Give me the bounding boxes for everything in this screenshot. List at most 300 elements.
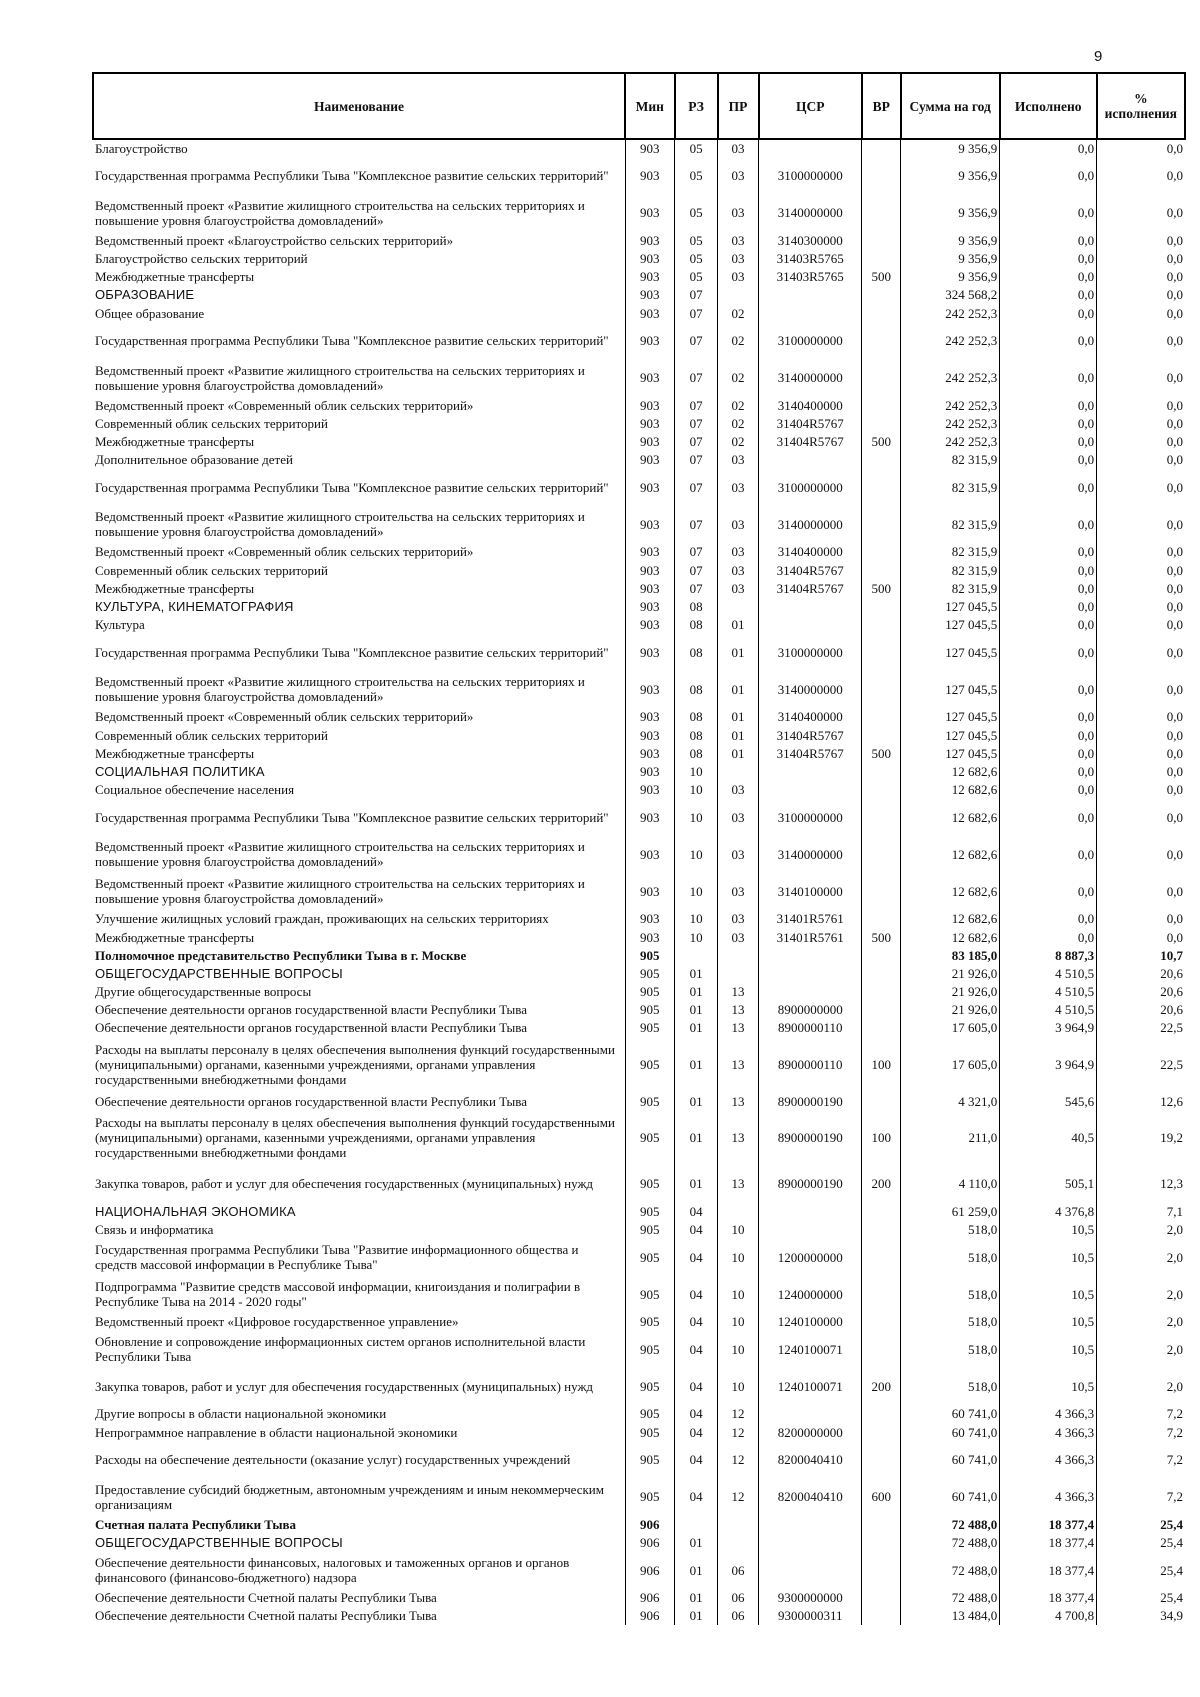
- cell-done: 4 376,8: [1000, 1202, 1097, 1220]
- cell-rz: 05: [675, 249, 718, 267]
- cell-min: 903: [625, 579, 675, 597]
- cell-sum: 127 045,5: [901, 671, 1000, 708]
- cell-pct: 0,0: [1166, 452, 1183, 468]
- cell-csr: 3140000000: [759, 671, 862, 708]
- cell-csr: 31404R5767: [759, 561, 862, 579]
- cell-min: 903: [625, 506, 675, 543]
- cell-pct: 0,0: [1166, 415, 1183, 431]
- cell-vr: [862, 1239, 901, 1276]
- cell-pr: 10: [718, 1220, 759, 1238]
- cell-pr: 10: [718, 1368, 759, 1405]
- cell-rz: 10: [675, 781, 718, 799]
- cell-done: 4 366,3: [1000, 1405, 1097, 1423]
- cell-csr: 3100000000: [759, 469, 862, 506]
- cell-pct: 12,3: [1160, 1176, 1183, 1192]
- cell-pr: 01: [718, 634, 759, 671]
- table-row: [93, 928, 1185, 946]
- cell-pct: 0,0: [1166, 250, 1183, 266]
- cell-pr: 01: [718, 616, 759, 634]
- table-row: [93, 359, 1185, 396]
- cell-done: 4 510,5: [1000, 1001, 1097, 1019]
- table-row: [93, 543, 1185, 561]
- cell-done: 0,0: [1000, 396, 1097, 414]
- cell-min: 903: [625, 873, 675, 910]
- cell-pr: 03: [718, 157, 759, 194]
- cell-pct: 0,0: [1166, 269, 1183, 285]
- cell-pct: 2,0: [1166, 1341, 1183, 1357]
- cell-rz: 04: [675, 1276, 718, 1313]
- cell-pct: 0,0: [1166, 782, 1183, 798]
- cell-min: 906: [625, 1533, 675, 1551]
- cell-name: Ведомственный проект «Развитие жилищного строительства на сельских территориях и повышение уровня благоустройства домовладений»: [93, 506, 625, 543]
- cell-pct: 34,9: [1160, 1608, 1183, 1624]
- cell-min: 906: [625, 1589, 675, 1607]
- cell-rz: 04: [675, 1441, 718, 1478]
- cell-vr: 500: [862, 579, 901, 597]
- cell-pr: 06: [718, 1589, 759, 1607]
- cell-name: Современный облик сельских территорий: [93, 726, 625, 744]
- cell-name: ОБЩЕГОСУДАРСТВЕННЫЕ ВОПРОСЫ: [93, 964, 625, 982]
- cell-rz: 05: [675, 231, 718, 249]
- cell-pct: 0,0: [1166, 232, 1183, 248]
- cell-min: 905: [625, 1441, 675, 1478]
- cell-pct: 0,0: [1166, 287, 1183, 303]
- cell-min: 903: [625, 616, 675, 634]
- col-header-min: Мин: [625, 73, 675, 139]
- col-header-sum: Сумма на год: [901, 73, 1000, 139]
- table-row: [93, 1515, 1185, 1533]
- table-row: [93, 1037, 1185, 1092]
- cell-name: Подпрограмма "Развитие средств массовой информации, книгоиздания и полиграфии в Республике Тыва на 2014 - 2020 годы": [93, 1276, 625, 1313]
- table-row: [93, 634, 1185, 671]
- table-row: [93, 451, 1185, 469]
- cell-done: 4 366,3: [1000, 1423, 1097, 1441]
- cell-pr: 10: [718, 1331, 759, 1368]
- cell-name: Закупка товаров, работ и услуг для обеспечения государственных (муниципальных) нужд: [93, 1368, 625, 1405]
- cell-pct: 0,0: [1166, 681, 1183, 697]
- cell-pr: [718, 946, 759, 964]
- cell-done: 0,0: [1000, 268, 1097, 286]
- cell-name: Межбюджетные трансферты: [93, 433, 625, 451]
- cell-name: Расходы на выплаты персоналу в целях обеспечения выполнения функций государственными (муниципальными) органами, казенными учреждениями, органами управления государственными внебюджетными фондами: [93, 1110, 625, 1165]
- cell-min: 903: [625, 561, 675, 579]
- cell-rz: 10: [675, 928, 718, 946]
- cell-done: 505,1: [1000, 1165, 1097, 1202]
- cell-done: 0,0: [1000, 543, 1097, 561]
- cell-name: Ведомственный проект «Благоустройство сельских территорий»: [93, 231, 625, 249]
- cell-pr: 03: [718, 928, 759, 946]
- cell-csr: 31403R5765: [759, 249, 862, 267]
- cell-csr: 3140400000: [759, 396, 862, 414]
- cell-name: Обеспечение деятельности Счетной палаты Республики Тыва: [93, 1589, 625, 1607]
- cell-rz: 08: [675, 726, 718, 744]
- cell-sum: 518,0: [901, 1220, 1000, 1238]
- cell-pct: 0,0: [1166, 305, 1183, 321]
- cell-sum: 518,0: [901, 1331, 1000, 1368]
- cell-csr: 3140400000: [759, 543, 862, 561]
- cell-rz: 10: [675, 799, 718, 836]
- cell-pct: 0,0: [1166, 333, 1183, 349]
- cell-vr: 100: [862, 1037, 901, 1092]
- cell-name: Межбюджетные трансферты: [93, 268, 625, 286]
- cell-rz: 08: [675, 616, 718, 634]
- cell-vr: 500: [862, 433, 901, 451]
- cell-min: 905: [625, 964, 675, 982]
- cell-pct: 25,4: [1160, 1590, 1183, 1606]
- cell-min: 903: [625, 708, 675, 726]
- page-number: 9: [1094, 48, 1103, 65]
- cell-sum: 9 356,9: [901, 231, 1000, 249]
- cell-done: 0,0: [1000, 304, 1097, 322]
- cell-name: Другие вопросы в области национальной экономики: [93, 1405, 625, 1423]
- cell-csr: 3100000000: [759, 799, 862, 836]
- cell-vr: [862, 671, 901, 708]
- cell-pct: 2,0: [1166, 1222, 1183, 1238]
- cell-rz: 07: [675, 469, 718, 506]
- cell-csr: 31404R5767: [759, 726, 862, 744]
- cell-min: 903: [625, 799, 675, 836]
- cell-pr: 03: [718, 799, 759, 836]
- cell-csr: 8900000000: [759, 1001, 862, 1019]
- col-header-pr: ПР: [718, 73, 759, 139]
- cell-done: 0,0: [1000, 744, 1097, 762]
- cell-done: 0,0: [1000, 836, 1097, 873]
- cell-name: Расходы на обеспечение деятельности (оказание услуг) государственных учреждений: [93, 1441, 625, 1478]
- cell-sum: 82 315,9: [901, 506, 1000, 543]
- cell-name: Современный облик сельских территорий: [93, 414, 625, 432]
- cell-name: Счетная палата Республики Тыва: [93, 1515, 625, 1533]
- cell-name: Ведомственный проект «Развитие жилищного строительства на сельских территориях и повышение уровня благоустройства домовладений»: [93, 671, 625, 708]
- cell-rz: 08: [675, 708, 718, 726]
- table-row: [93, 231, 1185, 249]
- cell-vr: [862, 304, 901, 322]
- cell-min: 903: [625, 634, 675, 671]
- table-row: [93, 1276, 1185, 1313]
- cell-vr: [862, 1552, 901, 1589]
- cell-pr: 01: [718, 726, 759, 744]
- cell-done: 0,0: [1000, 873, 1097, 910]
- cell-vr: [862, 708, 901, 726]
- cell-done: 0,0: [1000, 579, 1097, 597]
- cell-pr: 03: [718, 836, 759, 873]
- cell-csr: 9300000000: [759, 1589, 862, 1607]
- cell-rz: 04: [675, 1405, 718, 1423]
- cell-done: 10,5: [1000, 1276, 1097, 1313]
- cell-pct: 0,0: [1166, 544, 1183, 560]
- cell-vr: 500: [862, 744, 901, 762]
- cell-pct: 20,6: [1160, 984, 1183, 1000]
- table-row: [93, 781, 1185, 799]
- cell-name: Непрограммное направление в области национальной экономики: [93, 1423, 625, 1441]
- table-header-row: [93, 73, 1185, 139]
- table-row: [93, 1368, 1185, 1405]
- cell-csr: [759, 304, 862, 322]
- cell-csr: [759, 1405, 862, 1423]
- col-header-done: Исполнено: [1000, 73, 1097, 139]
- cell-pr: 13: [718, 1092, 759, 1110]
- table-row: [93, 762, 1185, 780]
- cell-pr: 12: [718, 1423, 759, 1441]
- cell-min: 903: [625, 433, 675, 451]
- cell-vr: [862, 157, 901, 194]
- cell-csr: 31401R5761: [759, 910, 862, 928]
- cell-rz: 08: [675, 744, 718, 762]
- table-row: [93, 910, 1185, 928]
- cell-pct: 0,0: [1166, 727, 1183, 743]
- cell-min: 906: [625, 1607, 675, 1625]
- cell-vr: [862, 1589, 901, 1607]
- cell-sum: 82 315,9: [901, 469, 1000, 506]
- table-row: [93, 1239, 1185, 1276]
- cell-name: Обеспечение деятельности органов государственной власти Республики Тыва: [93, 1001, 625, 1019]
- cell-min: 905: [625, 1276, 675, 1313]
- cell-csr: 8900000110: [759, 1037, 862, 1092]
- cell-csr: 3140000000: [759, 836, 862, 873]
- cell-name: Государственная программа Республики Тыва "Комплексное развитие сельских территорий": [93, 157, 625, 194]
- cell-done: 0,0: [1000, 726, 1097, 744]
- cell-min: 905: [625, 946, 675, 964]
- cell-pct: 7,1: [1166, 1203, 1183, 1219]
- cell-csr: [759, 451, 862, 469]
- table-row: [93, 1019, 1185, 1037]
- cell-pr: 03: [718, 249, 759, 267]
- cell-sum: 4 110,0: [901, 1165, 1000, 1202]
- cell-min: 905: [625, 1019, 675, 1037]
- cell-min: 906: [625, 1552, 675, 1589]
- table-row: [93, 1405, 1185, 1423]
- cell-pct: 0,0: [1166, 599, 1183, 615]
- table-row: [93, 561, 1185, 579]
- cell-vr: [862, 543, 901, 561]
- cell-vr: [862, 1331, 901, 1368]
- cell-sum: 518,0: [901, 1313, 1000, 1331]
- cell-done: 0,0: [1000, 249, 1097, 267]
- table-row: [93, 1202, 1185, 1220]
- cell-rz: 07: [675, 506, 718, 543]
- cell-name: Благоустройство сельских территорий: [93, 249, 625, 267]
- cell-pct: 0,0: [1166, 479, 1183, 495]
- cell-min: 903: [625, 451, 675, 469]
- cell-name: Государственная программа Республики Тыва "Комплексное развитие сельских территорий": [93, 634, 625, 671]
- cell-done: 18 377,4: [1000, 1533, 1097, 1551]
- cell-rz: 01: [675, 964, 718, 982]
- cell-min: 903: [625, 249, 675, 267]
- cell-pct: 0,0: [1166, 168, 1183, 184]
- cell-vr: [862, 1533, 901, 1551]
- table-row: [93, 744, 1185, 762]
- cell-pr: 13: [718, 1165, 759, 1202]
- cell-min: 905: [625, 1331, 675, 1368]
- cell-name: Обеспечение деятельности органов государственной власти Республики Тыва: [93, 1019, 625, 1037]
- cell-pr: 03: [718, 781, 759, 799]
- cell-vr: [862, 799, 901, 836]
- cell-pr: 03: [718, 268, 759, 286]
- cell-csr: 3140400000: [759, 708, 862, 726]
- cell-rz: 01: [675, 1037, 718, 1092]
- cell-vr: [862, 1019, 901, 1037]
- cell-rz: 08: [675, 671, 718, 708]
- table-row: [93, 579, 1185, 597]
- cell-pr: 01: [718, 708, 759, 726]
- cell-pct: 0,0: [1166, 929, 1183, 945]
- cell-vr: [862, 451, 901, 469]
- cell-sum: 518,0: [901, 1368, 1000, 1405]
- cell-csr: 31404R5767: [759, 744, 862, 762]
- cell-min: 903: [625, 726, 675, 744]
- cell-min: 905: [625, 1478, 675, 1515]
- cell-vr: [862, 396, 901, 414]
- cell-min: 903: [625, 304, 675, 322]
- cell-done: 0,0: [1000, 469, 1097, 506]
- cell-pr: 13: [718, 1019, 759, 1037]
- cell-csr: 3140100000: [759, 873, 862, 910]
- cell-pct: 0,0: [1166, 617, 1183, 633]
- cell-pr: 01: [718, 744, 759, 762]
- cell-pct: 20,6: [1160, 965, 1183, 981]
- cell-rz: 04: [675, 1478, 718, 1515]
- cell-rz: 01: [675, 1589, 718, 1607]
- cell-pct: 0,0: [1166, 205, 1183, 221]
- cell-done: 0,0: [1000, 506, 1097, 543]
- table-row: [93, 268, 1185, 286]
- cell-csr: 8900000190: [759, 1165, 862, 1202]
- cell-done: 4 700,8: [1000, 1607, 1097, 1625]
- cell-vr: [862, 1220, 901, 1238]
- cell-done: 0,0: [1000, 781, 1097, 799]
- cell-done: 0,0: [1000, 561, 1097, 579]
- cell-sum: 82 315,9: [901, 579, 1000, 597]
- cell-sum: 72 488,0: [901, 1552, 1000, 1589]
- cell-sum: 17 605,0: [901, 1019, 1000, 1037]
- cell-sum: 60 741,0: [901, 1478, 1000, 1515]
- cell-vr: [862, 414, 901, 432]
- cell-rz: 10: [675, 910, 718, 928]
- cell-vr: 500: [862, 268, 901, 286]
- table-row: [93, 286, 1185, 304]
- cell-pct: 7,2: [1166, 1452, 1183, 1468]
- cell-csr: 1240000000: [759, 1276, 862, 1313]
- cell-pr: 12: [718, 1478, 759, 1515]
- col-header-pct: % исполнения: [1097, 73, 1185, 139]
- cell-min: 903: [625, 231, 675, 249]
- cell-sum: 211,0: [901, 1110, 1000, 1165]
- cell-pct: 0,0: [1166, 644, 1183, 660]
- cell-vr: [862, 726, 901, 744]
- cell-pr: 03: [718, 451, 759, 469]
- cell-sum: 12 682,6: [901, 910, 1000, 928]
- cell-done: 0,0: [1000, 451, 1097, 469]
- cell-pct: 7,2: [1166, 1424, 1183, 1440]
- table-row: [93, 616, 1185, 634]
- cell-sum: 60 741,0: [901, 1405, 1000, 1423]
- cell-name: Межбюджетные трансферты: [93, 744, 625, 762]
- cell-sum: 12 682,6: [901, 762, 1000, 780]
- cell-sum: 21 926,0: [901, 983, 1000, 1001]
- cell-pct: 20,6: [1160, 1002, 1183, 1018]
- cell-csr: 1240100071: [759, 1368, 862, 1405]
- cell-pr: 03: [718, 506, 759, 543]
- table-row: [93, 1607, 1185, 1625]
- cell-done: 18 377,4: [1000, 1552, 1097, 1589]
- cell-rz: 01: [675, 1552, 718, 1589]
- cell-done: 4 366,3: [1000, 1441, 1097, 1478]
- cell-rz: 07: [675, 359, 718, 396]
- cell-sum: 127 045,5: [901, 597, 1000, 615]
- cell-name: Государственная программа Республики Тыва "Развитие информационного общества и средств массовой информации в Республике Тыва": [93, 1239, 625, 1276]
- cell-vr: [862, 1202, 901, 1220]
- cell-min: 905: [625, 1092, 675, 1110]
- cell-rz: 01: [675, 1001, 718, 1019]
- table-row: [93, 983, 1185, 1001]
- cell-pct: 22,5: [1160, 1020, 1183, 1036]
- cell-done: 0,0: [1000, 157, 1097, 194]
- cell-min: 905: [625, 1037, 675, 1092]
- cell-sum: 324 568,2: [901, 286, 1000, 304]
- cell-done: 3 964,9: [1000, 1019, 1097, 1037]
- table-row: [93, 249, 1185, 267]
- cell-min: 903: [625, 671, 675, 708]
- cell-rz: 01: [675, 1533, 718, 1551]
- cell-sum: 83 185,0: [901, 946, 1000, 964]
- cell-name: ОБРАЗОВАНИЕ: [93, 286, 625, 304]
- cell-pr: 10: [718, 1276, 759, 1313]
- cell-vr: [862, 1405, 901, 1423]
- table-row: [93, 157, 1185, 194]
- cell-name: Государственная программа Республики Тыва "Комплексное развитие сельских территорий": [93, 322, 625, 359]
- cell-pct: 0,0: [1166, 397, 1183, 413]
- col-header-vr: ВР: [862, 73, 901, 139]
- cell-sum: 127 045,5: [901, 634, 1000, 671]
- cell-rz: 05: [675, 139, 718, 157]
- cell-pr: 02: [718, 433, 759, 451]
- cell-csr: 1200000000: [759, 1239, 862, 1276]
- cell-vr: 600: [862, 1478, 901, 1515]
- cell-rz: 04: [675, 1368, 718, 1405]
- cell-name: Культура: [93, 616, 625, 634]
- cell-rz: 04: [675, 1331, 718, 1368]
- cell-vr: [862, 946, 901, 964]
- cell-done: 4 510,5: [1000, 964, 1097, 982]
- cell-csr: [759, 597, 862, 615]
- cell-pct: 12,6: [1160, 1093, 1183, 1109]
- cell-min: 905: [625, 1239, 675, 1276]
- cell-vr: [862, 506, 901, 543]
- cell-min: 905: [625, 1423, 675, 1441]
- cell-sum: 4 321,0: [901, 1092, 1000, 1110]
- cell-name: Улучшение жилищных условий граждан, проживающих на сельских территориях: [93, 910, 625, 928]
- cell-min: 903: [625, 836, 675, 873]
- cell-sum: 127 045,5: [901, 616, 1000, 634]
- cell-pct: 0,0: [1166, 580, 1183, 596]
- cell-sum: 9 356,9: [901, 139, 1000, 157]
- cell-vr: [862, 634, 901, 671]
- cell-vr: [862, 322, 901, 359]
- cell-vr: [862, 249, 901, 267]
- cell-name: Ведомственный проект «Развитие жилищного строительства на сельских территориях и повышение уровня благоустройства домовладений»: [93, 873, 625, 910]
- cell-name: Обеспечение деятельности органов государственной власти Республики Тыва: [93, 1092, 625, 1110]
- cell-min: 905: [625, 1220, 675, 1238]
- cell-vr: [862, 1423, 901, 1441]
- cell-vr: [862, 616, 901, 634]
- cell-name: Другие общегосударственные вопросы: [93, 983, 625, 1001]
- cell-csr: 31401R5761: [759, 928, 862, 946]
- cell-name: Государственная программа Республики Тыва "Комплексное развитие сельских территорий": [93, 799, 625, 836]
- cell-pct: 0,0: [1166, 370, 1183, 386]
- cell-pct: 7,2: [1166, 1406, 1183, 1422]
- table-row: [93, 799, 1185, 836]
- cell-sum: 242 252,3: [901, 359, 1000, 396]
- table-row: [93, 708, 1185, 726]
